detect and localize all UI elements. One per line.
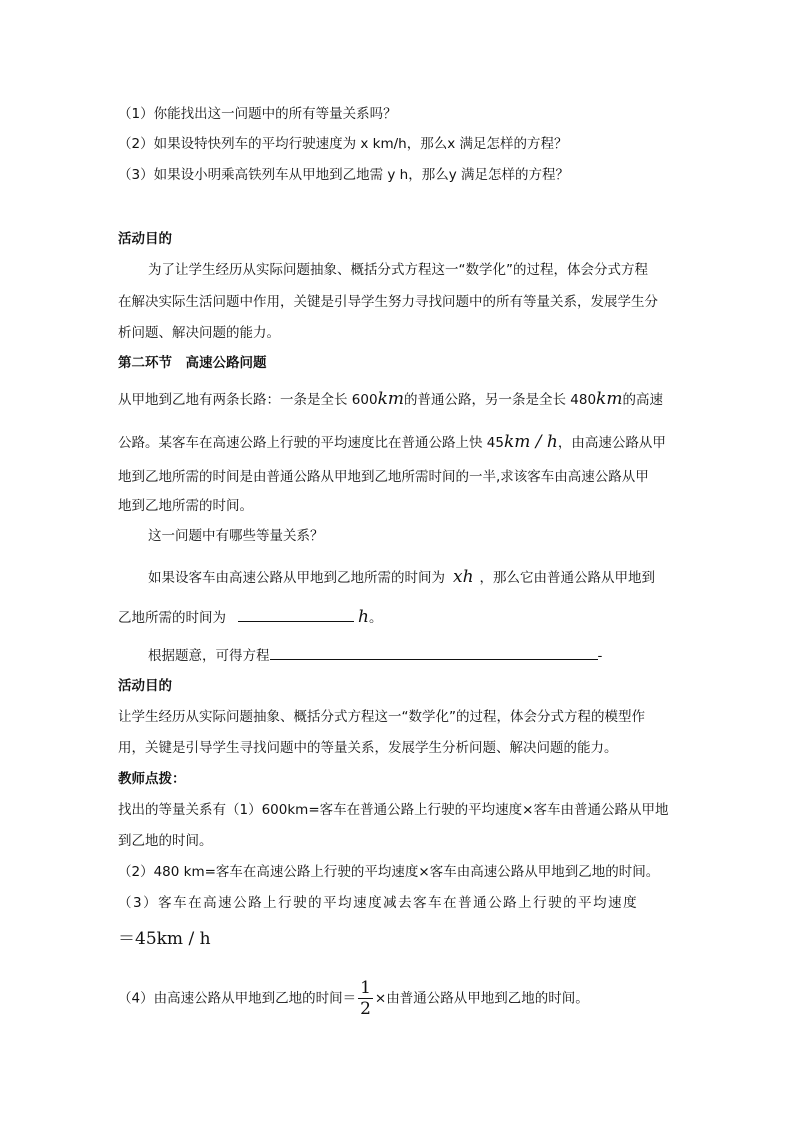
fill-in-end: 。 bbox=[368, 610, 383, 626]
activity-paragraph-line: 析问题、解决问题的能力。 bbox=[118, 325, 280, 341]
equation-label: 根据题意，可得方程 bbox=[148, 648, 270, 664]
unit-km: km bbox=[596, 389, 623, 409]
relation-text: （4）由高速公路从甲地到乙地的时间＝ bbox=[118, 990, 357, 1007]
problem-text: 的普通公路，另一条是全长 480 bbox=[403, 392, 597, 408]
fill-in-line bbox=[118, 607, 382, 628]
unit-km: km bbox=[377, 389, 404, 409]
fill-in-text: 乙地所需的时间为 bbox=[118, 610, 226, 626]
activity-purpose-heading: 活动目的 bbox=[118, 678, 172, 694]
problem-line bbox=[118, 432, 666, 453]
relation-line: 到乙地的时间。 bbox=[118, 833, 213, 849]
variable-xh: xh bbox=[453, 567, 474, 587]
equation-blank[interactable] bbox=[270, 645, 598, 660]
fraction-one-half bbox=[358, 978, 373, 1019]
question-prompt: 这一问题中有哪些等量关系？ bbox=[148, 528, 324, 544]
fraction-numerator: 1 bbox=[360, 978, 371, 998]
activity-paragraph-line: 让学生经历从实际问题抽象、概括分式方程这一“数学化”的过程，体会分式方程的模型作 bbox=[118, 709, 645, 725]
section-heading: 第二环节 高速公路问题 bbox=[118, 355, 267, 371]
problem-line: 地到乙地所需的时间是由普通公路从甲地到乙地所需时间的一半,求该客车由高速公路从甲 bbox=[118, 469, 649, 485]
equation-end: - bbox=[597, 648, 603, 664]
relation-equation-line bbox=[118, 929, 211, 950]
problem-line: 地到乙地所需的时间。 bbox=[118, 498, 253, 514]
relation-text: ×由普通公路从甲地到乙地的时间。 bbox=[374, 990, 589, 1007]
problem-text: 从甲地到乙地有两条长路：一条是全长 600 bbox=[118, 392, 378, 408]
assumption-line bbox=[148, 567, 655, 588]
equation-prompt-line bbox=[148, 645, 602, 666]
question-1: （1）你能找出这一问题中的所有等量关系吗？ bbox=[118, 106, 397, 122]
activity-purpose-heading: 活动目的 bbox=[118, 231, 172, 247]
problem-text: 的高速 bbox=[622, 392, 663, 408]
relation-equation: ＝45km / h bbox=[118, 929, 211, 949]
unit-h: h bbox=[358, 607, 369, 627]
question-3: （3）如果设小明乘高铁列车从甲地到乙地需 y h，那么y 满足怎样的方程？ bbox=[118, 167, 569, 183]
problem-text: ，由高速公路从甲 bbox=[557, 435, 666, 451]
fraction-denominator: 2 bbox=[360, 999, 371, 1019]
question-2: （2）如果设特快列车的平均行驶速度为 x km/h，那么x 满足怎样的方程？ bbox=[118, 136, 568, 152]
assumption-text: 如果设客车由高速公路从甲地到乙地所需的时间为 bbox=[148, 570, 445, 586]
assumption-text: ，那么它由普通公路从甲地到 bbox=[479, 570, 656, 586]
relation-line: （3）客车在高速公路上行驶的平均速度减去客车在普通公路上行驶的平均速度 bbox=[118, 895, 639, 911]
activity-paragraph-line: 为了让学生经历从实际问题抽象、概括分式方程这一“数学化”的过程，体会分式方程 bbox=[148, 262, 648, 278]
activity-paragraph-line: 在解决实际生活问题中作用，关键是引导学生努力寻找问题中的所有等量关系，发展学生分 bbox=[118, 294, 658, 310]
relation-line bbox=[118, 978, 589, 1019]
unit-kmh: km / h bbox=[503, 432, 558, 452]
activity-paragraph-line: 用，关键是引导学生寻找问题中的等量关系，发展学生分析问题、解决问题的能力。 bbox=[118, 740, 618, 756]
problem-text: 公路。某客车在高速公路上行驶的平均速度比在普通公路上快 45 bbox=[118, 435, 504, 451]
problem-line bbox=[118, 389, 663, 410]
relation-line: 找出的等量关系有（1）600km=客车在普通公路上行驶的平均速度×客车由普通公路从甲地 bbox=[118, 802, 669, 818]
teacher-guidance-heading: 教师点拨： bbox=[118, 771, 186, 787]
relation-line: （2）480 km=客车在高速公路上行驶的平均速度×客车由高速公路从甲地到乙地的时间。 bbox=[118, 864, 660, 880]
answer-blank[interactable] bbox=[238, 607, 354, 622]
